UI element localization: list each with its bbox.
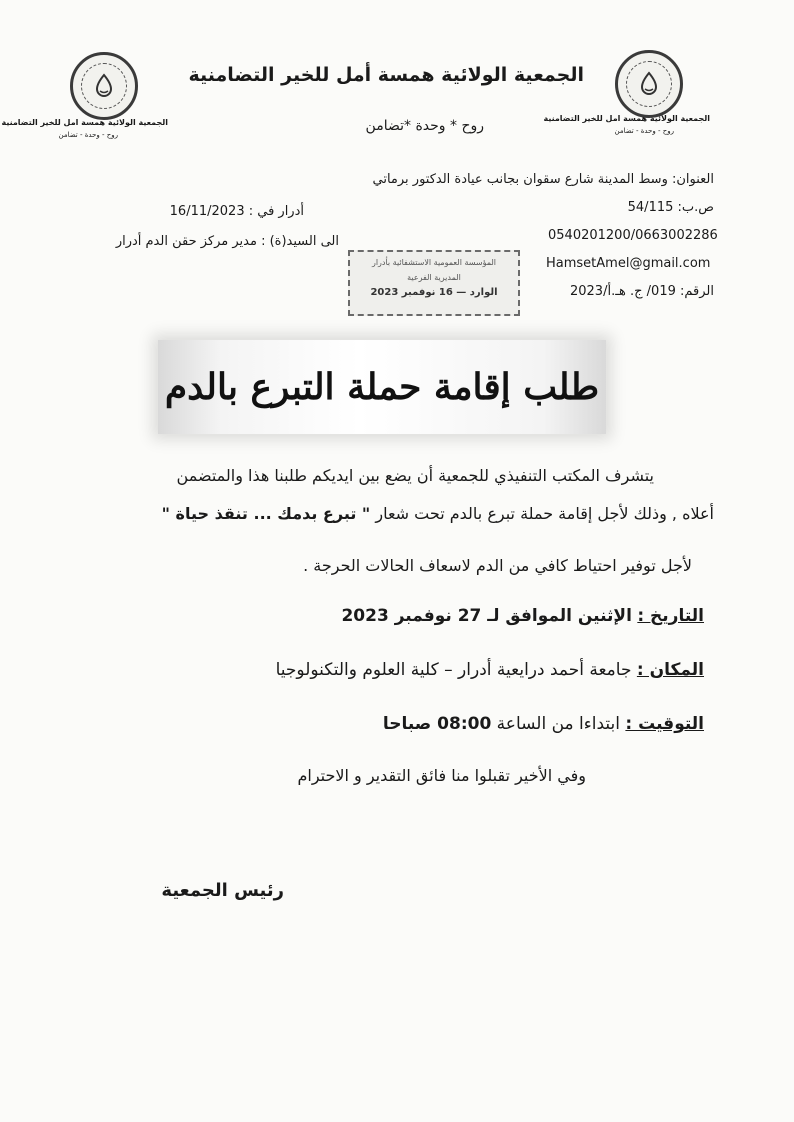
subject-title: طلب إقامة حملة التبرع بالدم [164,366,600,408]
place-value: جامعة أحمد درايعية أدرار – كلية العلوم والتكنولوجيا [275,660,632,680]
association-name: الجمعية الولائية همسة أمل للخير التضامنية [188,64,584,86]
time-value: ابتداءا من الساعة [491,714,620,734]
association-logo-left [70,52,138,120]
body-line-2: أعلاه , وذلك لأجل إقامة حملة تبرع بالدم تحت شعار " تبرع بدمك ... تنقذ حياة " [161,504,714,523]
stamp-line-1: المؤسسة العمومية الاستشفائية بأدرار [371,258,497,267]
event-date [341,606,704,626]
logo-left-name: الجمعية الولائية همسة امل للخير التضامنية [1,118,168,127]
logo-right-name: الجمعية الولائية همسة امل للخير التضامنية [543,114,710,123]
logo-right-motto: روح - وحدة - تضامن [614,127,674,135]
closing-remark: وفي الأخير تقبلوا منا فائق التقدير و الاحترام [297,766,586,785]
stamp-date: الوارد — 16 نوفمبر 2023 [370,287,498,298]
date-label: التاريخ : [637,606,704,626]
recipient: الى السيد(ة) : مدير مركز حقن الدم أدرار [115,234,339,249]
stamp-line-2: المديرية الفرعية [407,273,461,282]
time-label: التوقيت : [625,714,704,734]
body-line-3: لأجل توفير احتياط كافي من الدم لاسعاف الحالات الحرجة . [303,556,692,575]
email: HamsetAmel@gmail.com [546,256,711,271]
subject-banner [158,340,606,434]
reference-number: الرقم: 019/ ج. هـ.أ/2023 [569,284,714,299]
logo-left-motto: روح - وحدة - تضامن [58,131,118,139]
campaign-slogan: " تبرع بدمك ... تنقذ حياة " [161,504,371,523]
reception-stamp [348,250,520,316]
body-line-1: يتشرف المكتب التنفيذي للجمعية أن يضع بين ايديكم طلبنا هذا والمتضمن [176,466,654,485]
signature-title: رئيس الجمعية [161,880,284,901]
time-value-bold: 08:00 صباحا [382,714,492,734]
event-place [276,660,704,680]
issue-date: أدرار في : 16/11/2023 [169,204,304,219]
address: العنوان: وسط المدينة شارع سقوان بجانب عيادة الدكتور برماتي [372,172,714,187]
association-logo-icon [626,61,672,107]
po-box: ص.ب: 54/115 [627,200,714,215]
motto: روح * وحدة *تضامن [365,118,484,134]
association-logo-right [615,50,683,118]
place-label: المكان : [636,660,704,680]
event-time [383,714,704,734]
phone-numbers: 0540201200/0663002286 [548,228,718,243]
date-value: الإثنين الموافق لـ 27 نوفمبر 2023 [341,606,632,626]
association-logo-icon [81,63,127,109]
